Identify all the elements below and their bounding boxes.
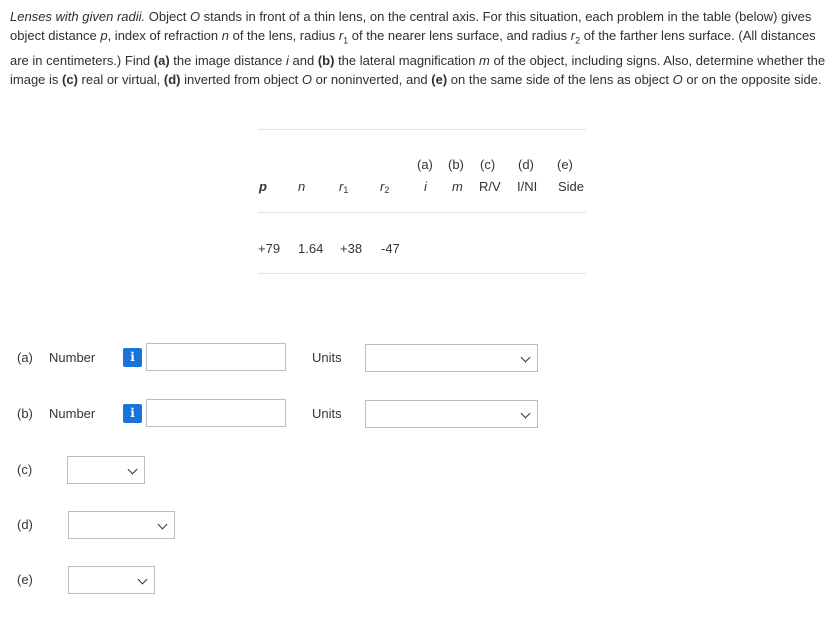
- answer-b-label: (b): [17, 406, 33, 421]
- answer-a-number-label: Number: [49, 350, 96, 365]
- col-top-d: (d): [518, 157, 534, 172]
- col-top-b: (b): [448, 157, 464, 172]
- answer-b-number-label: Number: [49, 406, 96, 421]
- answer-b-info-icon[interactable]: i: [123, 404, 142, 423]
- answer-a-units-select[interactable]: [365, 344, 538, 372]
- col-header-rv: R/V: [479, 179, 501, 194]
- col-header-m: m: [452, 179, 463, 194]
- col-top-c: (c): [480, 157, 496, 172]
- problem-statement: Lenses with given radii. Object O stands in front of a thin lens, on the central axis. For this situation, each problem in the table (below) gives object distance p, index of refraction n of the lens, radius $r_1$ of the nearer lens surface, and radius $r_2$ of the farther lens surface. (All distances are in centimeters.) Find (a) the image distance i and (b) the lateral magnification m of the object, including signs. Also, determine whether the image is (c) real or virtual, (d) inverted from object O or noninverted, and (e) on the same side of the lens as object O or on the opposite side.: [10, 9, 826, 87]
- table-value-p: +79: [258, 241, 281, 256]
- col-header-ini: I/NI: [517, 179, 538, 194]
- col-top-e: (e): [557, 157, 573, 172]
- answer-c-label: (c): [17, 462, 33, 477]
- answer-b-number-input[interactable]: [146, 399, 286, 427]
- chevron-down-icon: [128, 465, 138, 475]
- table-value-n: 1.64: [298, 241, 324, 256]
- chevron-down-icon: [158, 520, 168, 530]
- answer-a-number-input[interactable]: [146, 343, 286, 371]
- col-header-r2: $r_2$: [380, 179, 390, 195]
- table-header-rule: [258, 212, 586, 213]
- answer-d-select[interactable]: [68, 511, 175, 539]
- chevron-down-icon: [521, 409, 531, 419]
- answer-e-select[interactable]: [68, 566, 155, 594]
- answer-d-label: (d): [17, 517, 33, 532]
- col-top-a: (a): [417, 157, 433, 172]
- col-header-r1: $r_1$: [339, 179, 349, 195]
- chevron-down-icon: [521, 353, 531, 363]
- answer-e-label: (e): [17, 572, 33, 587]
- col-header-p: p: [259, 179, 267, 194]
- table-top-rule: [258, 129, 586, 130]
- table-bottom-rule: [258, 273, 586, 274]
- table-value-r2: -47: [381, 241, 400, 256]
- table-value-r1: +38: [340, 241, 363, 256]
- answer-a-info-icon[interactable]: i: [123, 348, 142, 367]
- answer-a-units-label: Units: [312, 350, 342, 365]
- problem-title: Lenses with given radii.: [10, 9, 146, 24]
- answer-b-units-label: Units: [312, 406, 342, 421]
- answer-c-select[interactable]: [67, 456, 145, 484]
- answer-b-units-select[interactable]: [365, 400, 538, 428]
- chevron-down-icon: [138, 575, 148, 585]
- col-header-n: n: [298, 179, 306, 194]
- col-header-side: Side: [558, 179, 585, 194]
- answer-a-label: (a): [17, 350, 33, 365]
- col-header-i: i: [424, 179, 427, 194]
